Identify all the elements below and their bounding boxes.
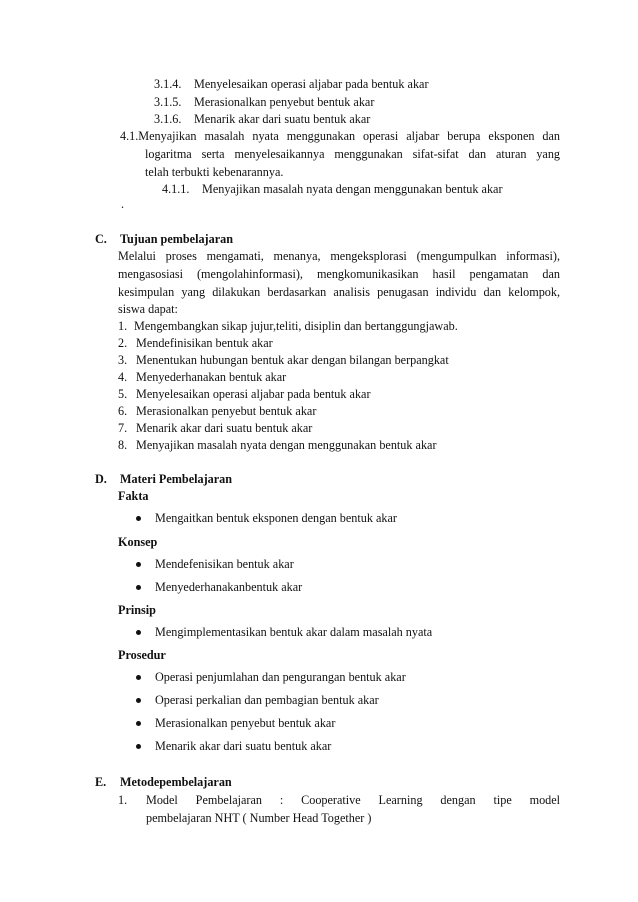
bullet-dot-icon [136,562,141,567]
sub-item-3-1-4: 3.1.4. Menyelesaikan operasi aljabar pada bentuk akar [154,77,429,91]
konsep-item-2: Menyederhanakanbentuk akar [155,580,303,594]
method-item-1-num: 1. [118,793,128,807]
objective-item-4: 4. Menyederhanakan bentuk akar [118,370,287,384]
kd-4-1-line2: logaritma serta menyelesaikannya menggunakan sifat-sifat dan aturan yang [145,147,561,161]
bullet-dot-icon [136,698,141,703]
kd-4-1-line1: 4.1.Menyajikan masalah nyata menggunakan operasi aljabar berupa eksponen dan [120,129,561,143]
kd-4-1-line3: telah terbukti kebenarannya. [145,165,284,179]
objective-item-7: 7. Menarik akar dari suatu bentuk akar [118,421,313,435]
prosedur-item-2: Operasi perkalian dan pembagian bentuk akar [155,693,379,707]
stray-dot: . [121,197,125,211]
section-d-heading: D. Materi Pembelajaran [95,472,233,486]
konsep-heading: Konsep [118,535,158,549]
objective-item-2: 2. Mendefinisikan bentuk akar [118,336,273,350]
section-c-heading: C. Tujuan pembelajaran [95,232,233,246]
objective-item-3: 3. Menentukan hubungan bentuk akar dengan bilangan berpangkat [118,353,449,367]
prosedur-item-4: Menarik akar dari suatu bentuk akar [155,739,332,753]
objective-item-1: 1. Mengembangkan sikap jujur,teliti, disiplin dan bertanggungjawab. [118,319,458,333]
bullet-dot-icon [136,585,141,590]
section-c-para-line3: kesimpulan yang dilakukan berdasarkan analisis penugasan individu dan kelompok, [118,285,561,299]
method-item-1-line1: Model Pembelajaran : Cooperative Learning dengan tipe model [146,793,561,807]
bullet-dot-icon [136,516,141,521]
konsep-item-1: Mendefenisikan bentuk akar [155,557,294,571]
objective-item-5: 5. Menyelesaikan operasi aljabar pada bentuk akar [118,387,371,401]
sub-item-3-1-5: 3.1.5. Merasionalkan penyebut bentuk akar [154,95,375,109]
prosedur-item-1: Operasi penjumlahan dan pengurangan bentuk akar [155,670,406,684]
prinsip-heading: Prinsip [118,603,156,617]
section-e-heading: E. Metodepembelajaran [95,775,232,789]
bullet-dot-icon [136,744,141,749]
section-c-para-last: siswa dapat: [118,302,178,316]
section-c-para-line2: mengasosiasi (mengolahinformasi), mengkomunikasikan hasil pengamatan dan [118,267,561,281]
prinsip-item-1: Mengimplementasikan bentuk akar dalam masalah nyata [155,625,433,639]
bullet-dot-icon [136,630,141,635]
bullet-dot-icon [136,721,141,726]
bullet-dot-icon [136,675,141,680]
fakta-item-1: Mengaitkan bentuk eksponen dengan bentuk akar [155,511,397,525]
method-item-1-line2: pembelajaran NHT ( Number Head Together ) [146,811,372,825]
prosedur-heading: Prosedur [118,648,166,662]
objective-item-8: 8. Menyajikan masalah nyata dengan menggunakan bentuk akar [118,438,437,452]
fakta-heading: Fakta [118,489,149,503]
objective-item-6: 6. Merasionalkan penyebut bentuk akar [118,404,317,418]
sub-item-3-1-6: 3.1.6. Menarik akar dari suatu bentuk akar [154,112,371,126]
section-c-para-line1: Melalui proses mengamati, menanya, mengeksplorasi (mengumpulkan informasi), [118,249,561,263]
prosedur-item-3: Merasionalkan penyebut bentuk akar [155,716,336,730]
sub-item-4-1-1: 4.1.1. Menyajikan masalah nyata dengan menggunakan bentuk akar [162,182,503,196]
